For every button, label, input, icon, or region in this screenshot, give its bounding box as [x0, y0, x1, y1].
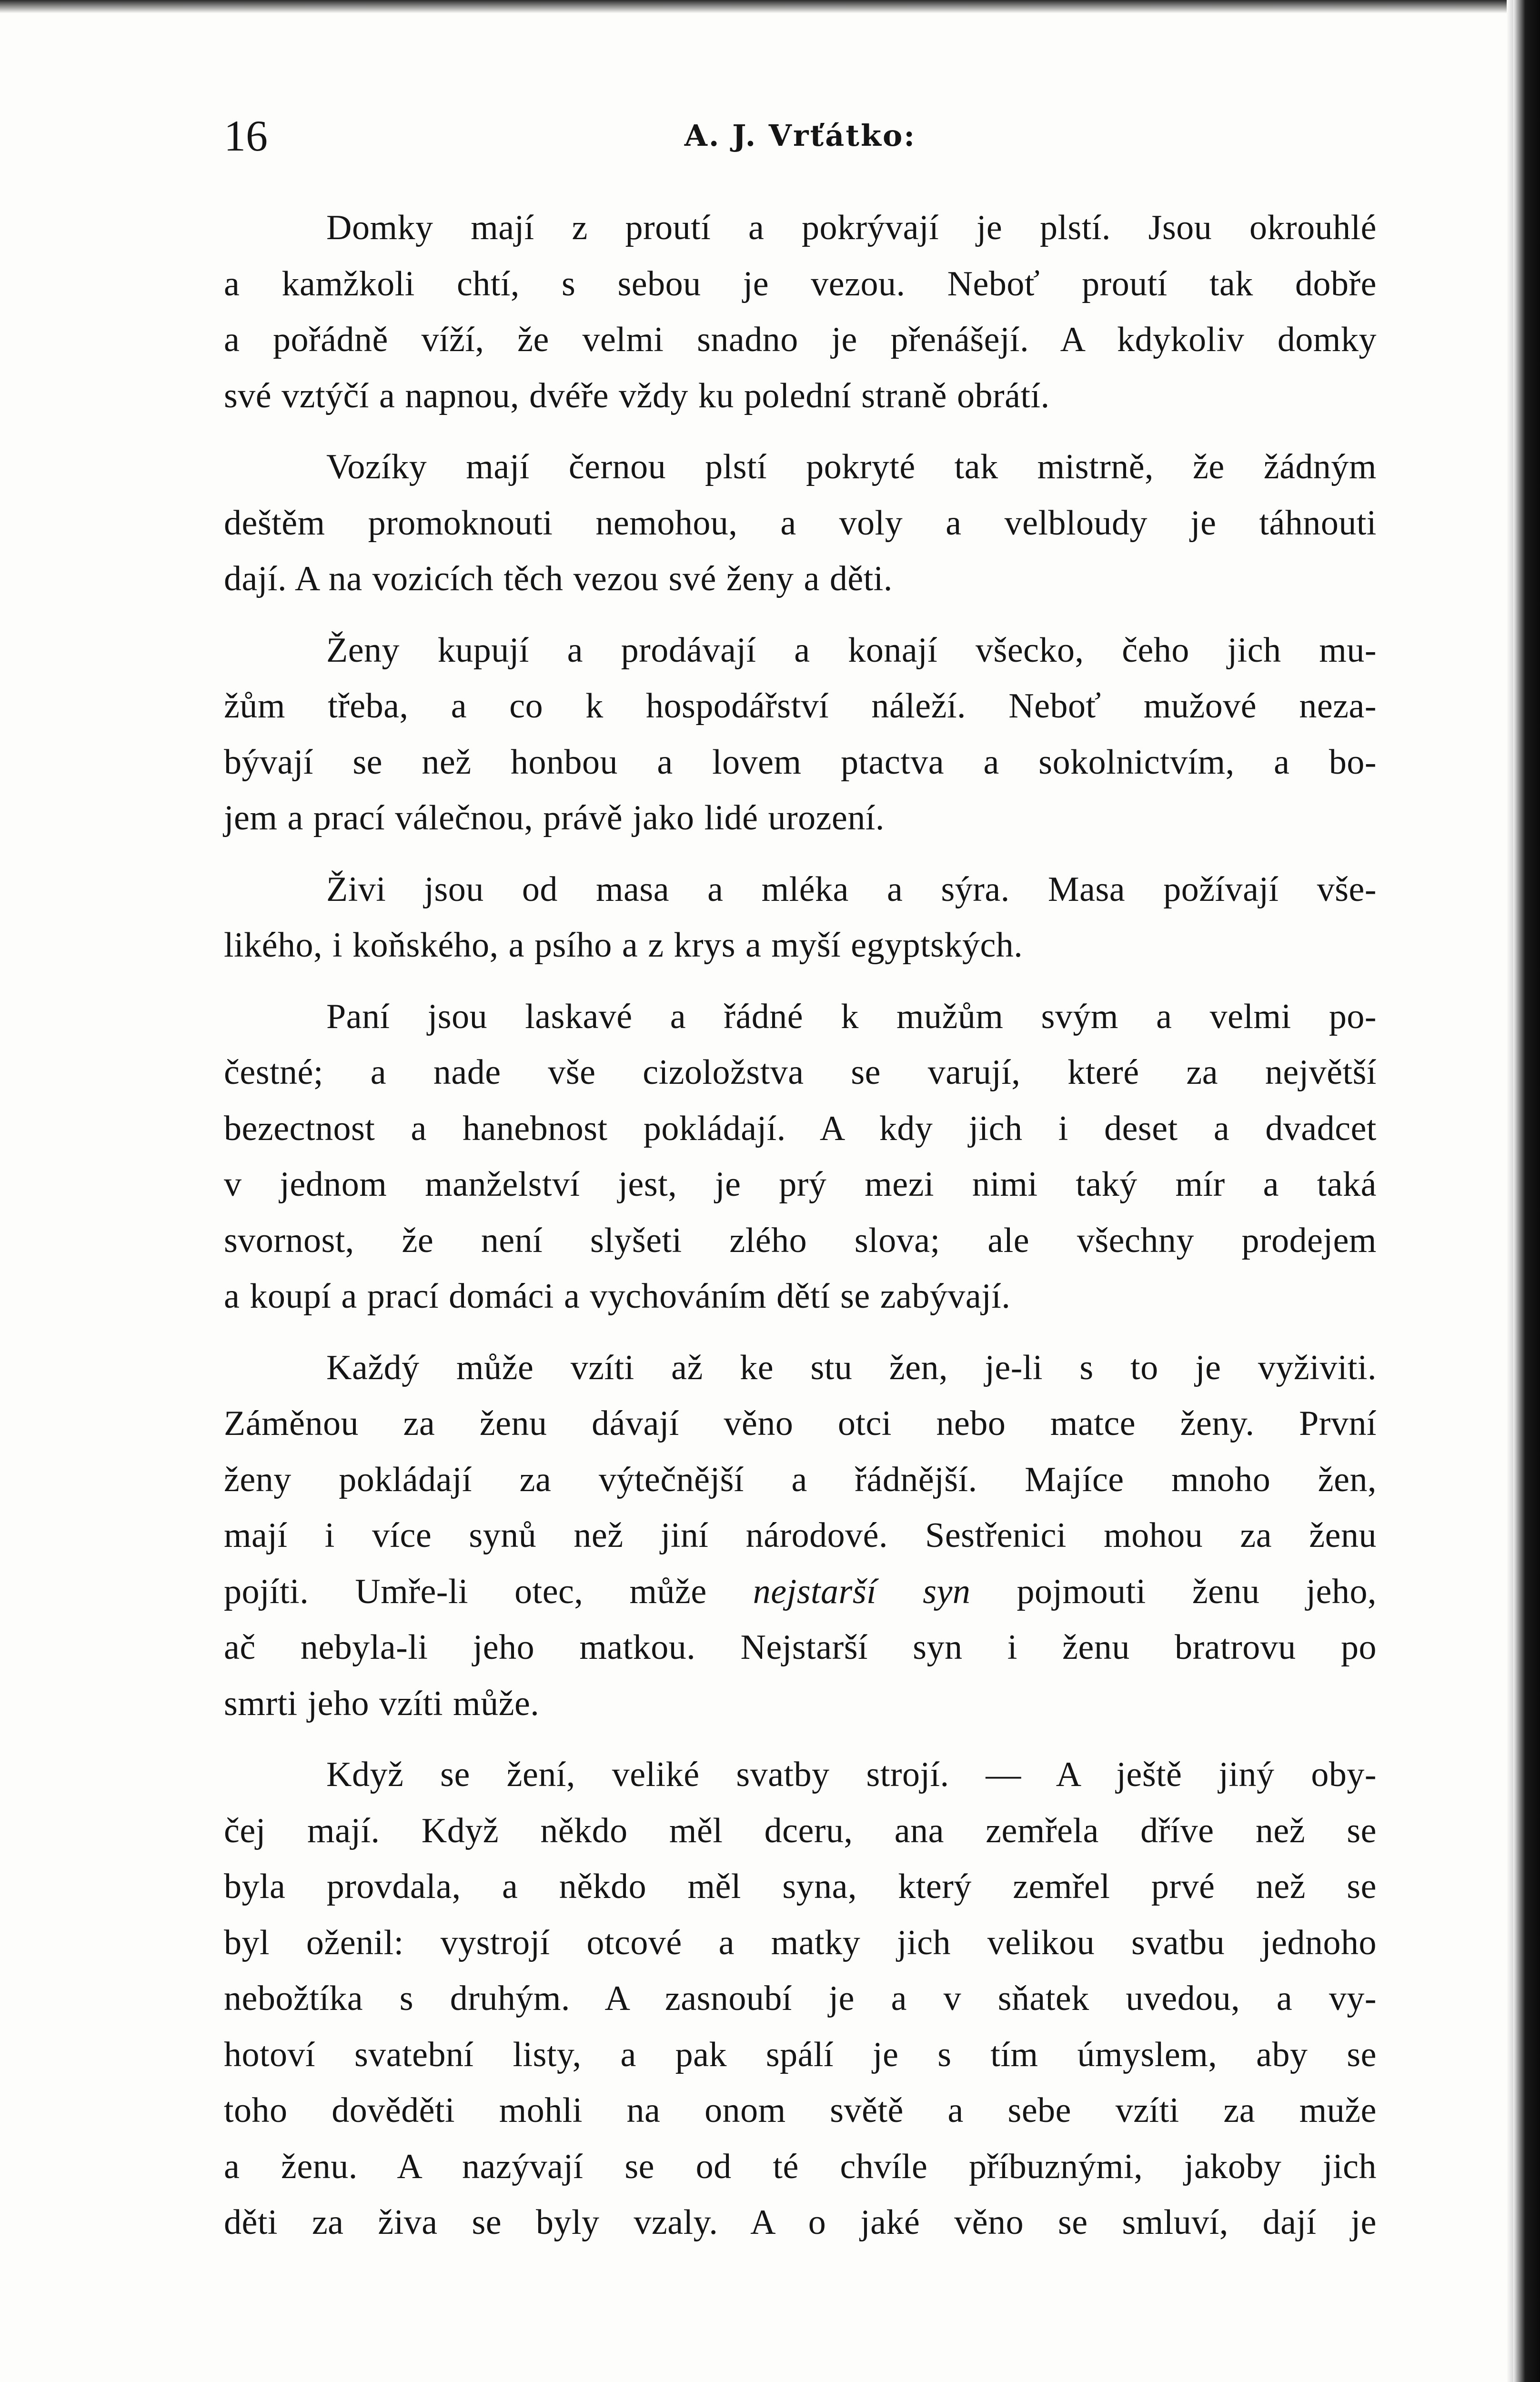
italic-phrase: nejstarší syn	[753, 1572, 971, 1611]
text-line: a pořádně víží, že velmi snadno je přenášejí. A kdykoliv domky	[224, 320, 1377, 359]
text-line: bezectnost a hanebnost pokládají. A kdy jich i deset a dvadcet	[224, 1109, 1377, 1148]
text-line: žům třeba, a co k hospodářství náleží. Neboť mužové neza-	[224, 686, 1377, 726]
paragraph-domky	[224, 200, 1377, 424]
text-line: likého, i koňského, a psího a z krys a myší egyptských.	[224, 926, 1023, 965]
text-line: Když se žení, veliké svatby strojí. — A ještě jiný oby-	[326, 1755, 1377, 1794]
paragraph-voziky	[224, 439, 1377, 607]
paragraph-zivi	[224, 862, 1377, 974]
text-line: v jednom manželství jest, je prý mezi nimi taký mír a taká	[224, 1165, 1377, 1204]
scan-binding-shadow	[1507, 0, 1513, 2382]
text-line: a ženu. A nazývají se od té chvíle příbuznými, jakoby jich	[224, 2147, 1377, 2186]
text-line: toho dověděti mohli na onom světě a sebe vzíti za muže	[224, 2091, 1377, 2130]
text-line: ženy pokládají za výtečnější a řádnější. Majíce mnoho žen,	[224, 1460, 1377, 1499]
text-line: ač nebyla-li jeho matkou. Nejstarší syn i ženu bratrovu po	[224, 1628, 1377, 1667]
page-body	[224, 200, 1377, 2266]
text-line: a koupí a prací domáci a vychováním dětí se zabývají.	[224, 1277, 1011, 1316]
text-line: Každý může vzíti až ke stu žen, je-li s to je vyživiti.	[326, 1348, 1377, 1387]
text-line: mají i více synů než jiní národové. Sestřenici mohou za ženu	[224, 1516, 1377, 1555]
text-line: byla provdala, a někdo měl syna, který zemřel prvé než se	[224, 1867, 1377, 1906]
text-line: Živi jsou od masa a mléka a sýra. Masa požívají vše-	[326, 869, 1377, 909]
running-head: A. J. Vrťátko:	[684, 118, 916, 153]
paragraph-pani	[224, 989, 1377, 1325]
text-line: byl oženil: vystrojí otcové a matky jich velikou svatbu jednoho	[224, 1923, 1377, 1962]
text-line: čej mají. Když někdo měl dceru, ana zemřela dříve než se	[224, 1811, 1377, 1850]
text-line: Ženy kupují a prodávají a konají všecko, čeho jich mu-	[326, 630, 1377, 670]
text-line: dají. A na vozicích těch vezou své ženy a děti.	[224, 559, 893, 598]
text-line: Záměnou za ženu dávají věno otci nebo matce ženy. První	[224, 1404, 1377, 1443]
text-line: a kamžkoli chtí, s sebou je vezou. Neboť proutí tak dobře	[224, 264, 1377, 303]
text-segment: pojmouti ženu jeho,	[1017, 1572, 1377, 1611]
text-line: deštěm promoknouti nemohou, a voly a velbloudy je táhnouti	[224, 503, 1377, 543]
page-header	[224, 102, 1377, 169]
page-number: 16	[224, 111, 268, 160]
paragraph-zeny	[224, 623, 1377, 847]
text-line: děti za živa se byly vzaly. A o jaké věno se smluví, dají je	[224, 2203, 1377, 2242]
text-line: Paní jsou laskavé a řádné k mužům svým a velmi po-	[326, 997, 1377, 1036]
text-line: jem a prací válečnou, právě jako lidé urození.	[224, 798, 885, 838]
text-line: Domky mají z proutí a pokrývají je plstí. Jsou okrouhlé	[326, 208, 1377, 247]
scan-top-edge	[0, 0, 1540, 13]
text-line: čestné; a nade vše cizoložstva se varují, které za největší	[224, 1053, 1377, 1092]
text-line-with-italic	[224, 1564, 1377, 1620]
text-line: hotoví svatební listy, a pak spálí je s tím úmyslem, aby se	[224, 2035, 1377, 2074]
text-line: svornost, že není slyšeti zlého slova; ale všechny prodejem	[224, 1221, 1377, 1260]
paragraph-kdyz	[224, 1747, 1377, 2251]
scan-right-edge	[1513, 0, 1540, 2382]
paragraph-kazdy	[224, 1340, 1377, 1732]
text-line: nebožtíka s druhým. A zasnoubí je a v sňatek uvedou, a vy-	[224, 1979, 1377, 2018]
text-line: Vozíky mají černou plstí pokryté tak mistrně, že žádným	[326, 447, 1377, 486]
text-line: bývají se než honbou a lovem ptactva a sokolnictvím, a bo-	[224, 742, 1377, 782]
text-segment: pojíti. Umře-li otec, může	[224, 1572, 707, 1611]
text-line: své vztýčí a napnou, dvéře vždy ku polední straně obrátí.	[224, 376, 1050, 415]
text-line: smrti jeho vzíti může.	[224, 1684, 540, 1723]
